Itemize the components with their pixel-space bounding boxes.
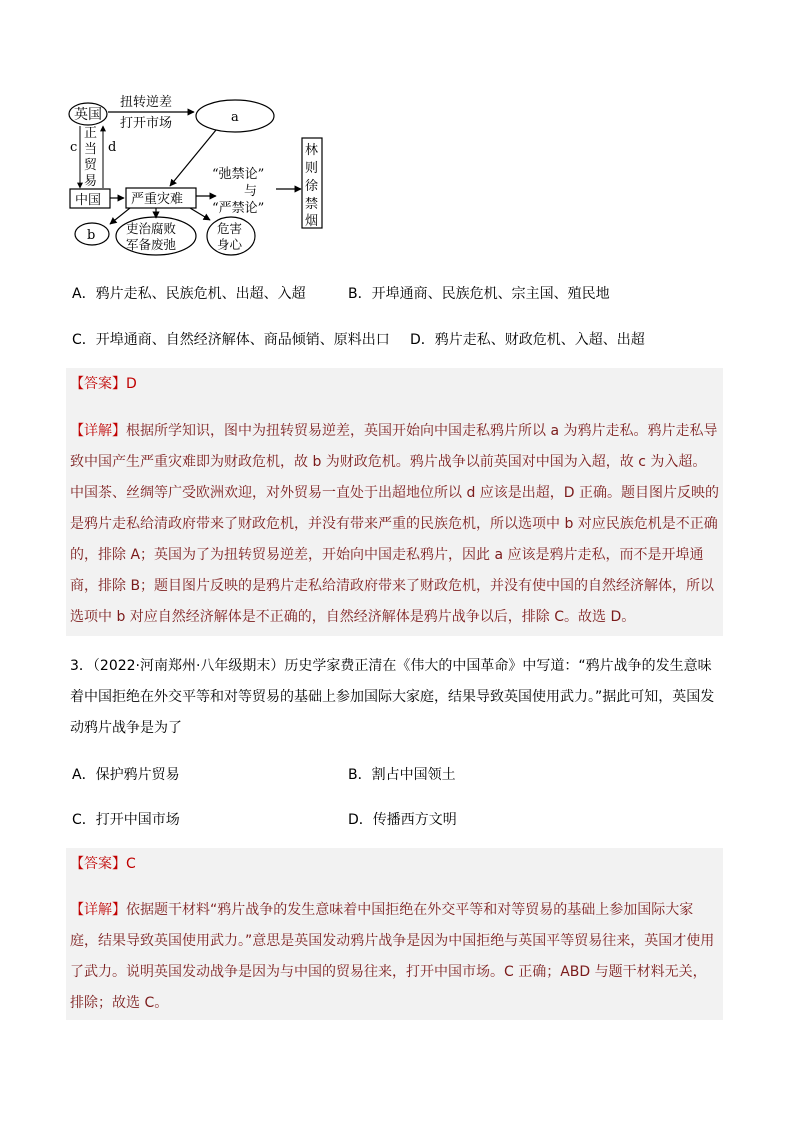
harm-label-2: 身心 [217,237,243,252]
legit-trade-char-1: 正 [84,126,98,141]
label-d: d [108,140,117,155]
arrow-a-to-disaster [170,130,216,186]
q2-detail-label: 【详解】 [70,423,126,439]
lin-char-1: 林 [305,143,319,158]
corrupt-label-2: 军备废弛 [126,237,177,252]
legit-trade-char-4: 易 [84,174,98,189]
node-a-label: a [231,110,239,125]
legit-trade-char-3: 贸 [84,158,98,173]
q3-answer-label: 【答案】 [70,856,126,872]
opium-trade-diagram [66,92,336,262]
arrow-disaster-to-harm [190,208,210,220]
q3-detail-text: 依据题干材料“鸦片战争的发生意味着中国拒绝在外交平等和对等贸易的基础上参加国际大家庭，结果导致英国使用武力。”意思是英国发动鸦片战争是因为中国拒绝与英国平等贸易往来，英国才使用了武力。说明英国发动战争是因为与中国的贸易往来，打开中国市场。C 正确；ABD 与题干材料无关，排除；故选 C。 [70,902,715,1011]
debate-and: 与 [244,184,258,199]
disaster-label: 严重灾难 [131,192,184,207]
q3-option-c: C．打开中国市场 [72,812,180,828]
q2-answer [70,369,720,400]
china-label: 中国 [75,193,102,208]
q3-detail-label: 【详解】 [70,902,126,918]
lin-char-3: 徐 [305,179,319,194]
q2-option-a: A．鸦片走私、民族危机、出超、入超 [72,286,306,302]
legit-trade-char-2: 当 [84,142,98,157]
edge-label-open-market: 打开市场 [120,116,173,131]
q2-detail-text: 根据所学知识，图中为扭转贸易逆差，英国开始向中国走私鸦片所以 a 为鸦片走私。鸦片走私导致中国产生严重灾难即为财政危机，故 b 为财政危机。鸦片战争以前英国对中国为入超，故 c 为入超。中国茶、丝绸等广受欧洲欢迎，对外贸易一直处于出超地位所以 d 应该是出超，D 正确。题目图片反映的是鸦片走私给清政府带来了财政危机，并没有带来严重的民族危机，所以选项中 b 对应民族危机是不正确的，排除 A；英国为了为扭转贸易逆差，开始向中国走私鸦片，因此 a 应该是鸦片走私，而不是开埠通商，排除 B；题目图片反映的是鸦片走私给清政府带来了财政危机，并没有使中国的自然经济解体，所以选项中 b 对应自然经济解体是不正确的，自然经济解体是鸦片战争以后，排除 C。故选 D。 [70,423,720,625]
q2-answer-value: D [126,376,137,392]
corrupt-label-1: 吏治腐败 [126,221,177,236]
q3-option-d: D．传播西方文明 [348,812,457,828]
q2-answer-label: 【答案】 [70,376,126,392]
q3-option-b: B．割占中国领土 [348,767,456,783]
q2-option-d: D．鸦片走私、财政危机、入超、出超 [410,332,645,348]
node-b-label: b [87,228,96,243]
q3-answer [70,849,720,880]
lin-char-4: 禁 [305,197,319,212]
q2-option-b: B．开埠通商、民族危机、宗主国、殖民地 [348,286,610,302]
q3-option-a: A．保护鸦片贸易 [72,767,180,783]
edge-label-reverse-deficit: 扭转逆差 [120,95,173,110]
lin-char-5: 烟 [305,214,319,229]
label-c: c [70,140,78,155]
q3-stem: 3．（2022·河南郑州·八年级期末）历史学家费正清在《伟大的中国革命》中写道：“鸦片战争的发生意味着中国拒绝在外交平等和对等贸易的基础上参加国际大家庭，结果导致英国使用武力。”据此可知，英国发动鸦片战争是为了 [70,658,715,736]
q2-option-c: C．开埠通商、自然经济解体、商品倾销、原料出口 [72,332,390,348]
q2-detail [70,416,720,633]
harm-label-1: 危害 [217,221,243,236]
q3-answer-value: C [126,856,136,872]
q3-detail [70,895,720,1019]
britain-label: 英国 [74,107,102,123]
debate-relax: “弛禁论” [212,167,265,182]
debate-strict: “严禁论” [212,201,265,216]
lin-char-2: 则 [305,161,319,176]
